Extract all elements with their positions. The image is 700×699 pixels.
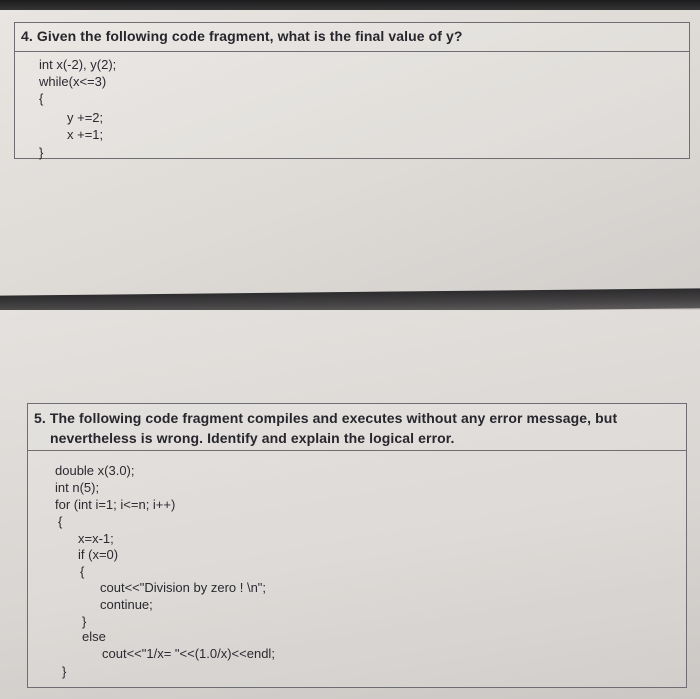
code-line: } [39,145,44,160]
code-line: double x(3.0); [55,463,135,478]
code-line: int x(-2), y(2); [39,57,117,72]
code-line: while(x<=3) [39,74,107,89]
code-line: { [39,91,44,106]
question-5-title-line-2: nevertheless is wrong. Identify and explain the logical error. [50,430,455,446]
question-4-variable: y? [446,28,463,44]
code-line: int n(5); [55,480,100,495]
code-line: { [58,514,63,529]
code-line: { [80,564,85,579]
code-line: for (int i=1; i<=n; i++) [55,497,176,512]
code-line: y +=2; [67,110,104,125]
code-line: x=x-1; [78,531,114,546]
code-line: continue; [100,597,153,612]
question-4-title [21,28,463,44]
code-line: } [62,664,67,679]
question-5-title [34,408,674,448]
code-line: if (x=0) [78,547,119,562]
question-4-text: Given the following code fragment, what is the final value of [36,28,443,44]
question-4-header [15,23,689,52]
code-line: else [82,629,106,644]
code-line: } [82,614,87,629]
question-4-box [14,22,690,159]
question-5-title-line-1: 5. The following code fragment compiles and executes without any error message, but [34,410,618,426]
question-5-header [28,404,686,451]
code-line: x +=1; [67,127,104,142]
question-4-number: 4. [21,28,33,44]
code-line: cout<<"1/x= "<<(1.0/x)<<endl; [102,646,275,661]
code-line: cout<<"Division by zero ! \n"; [100,580,267,595]
question-5-box [27,403,687,688]
